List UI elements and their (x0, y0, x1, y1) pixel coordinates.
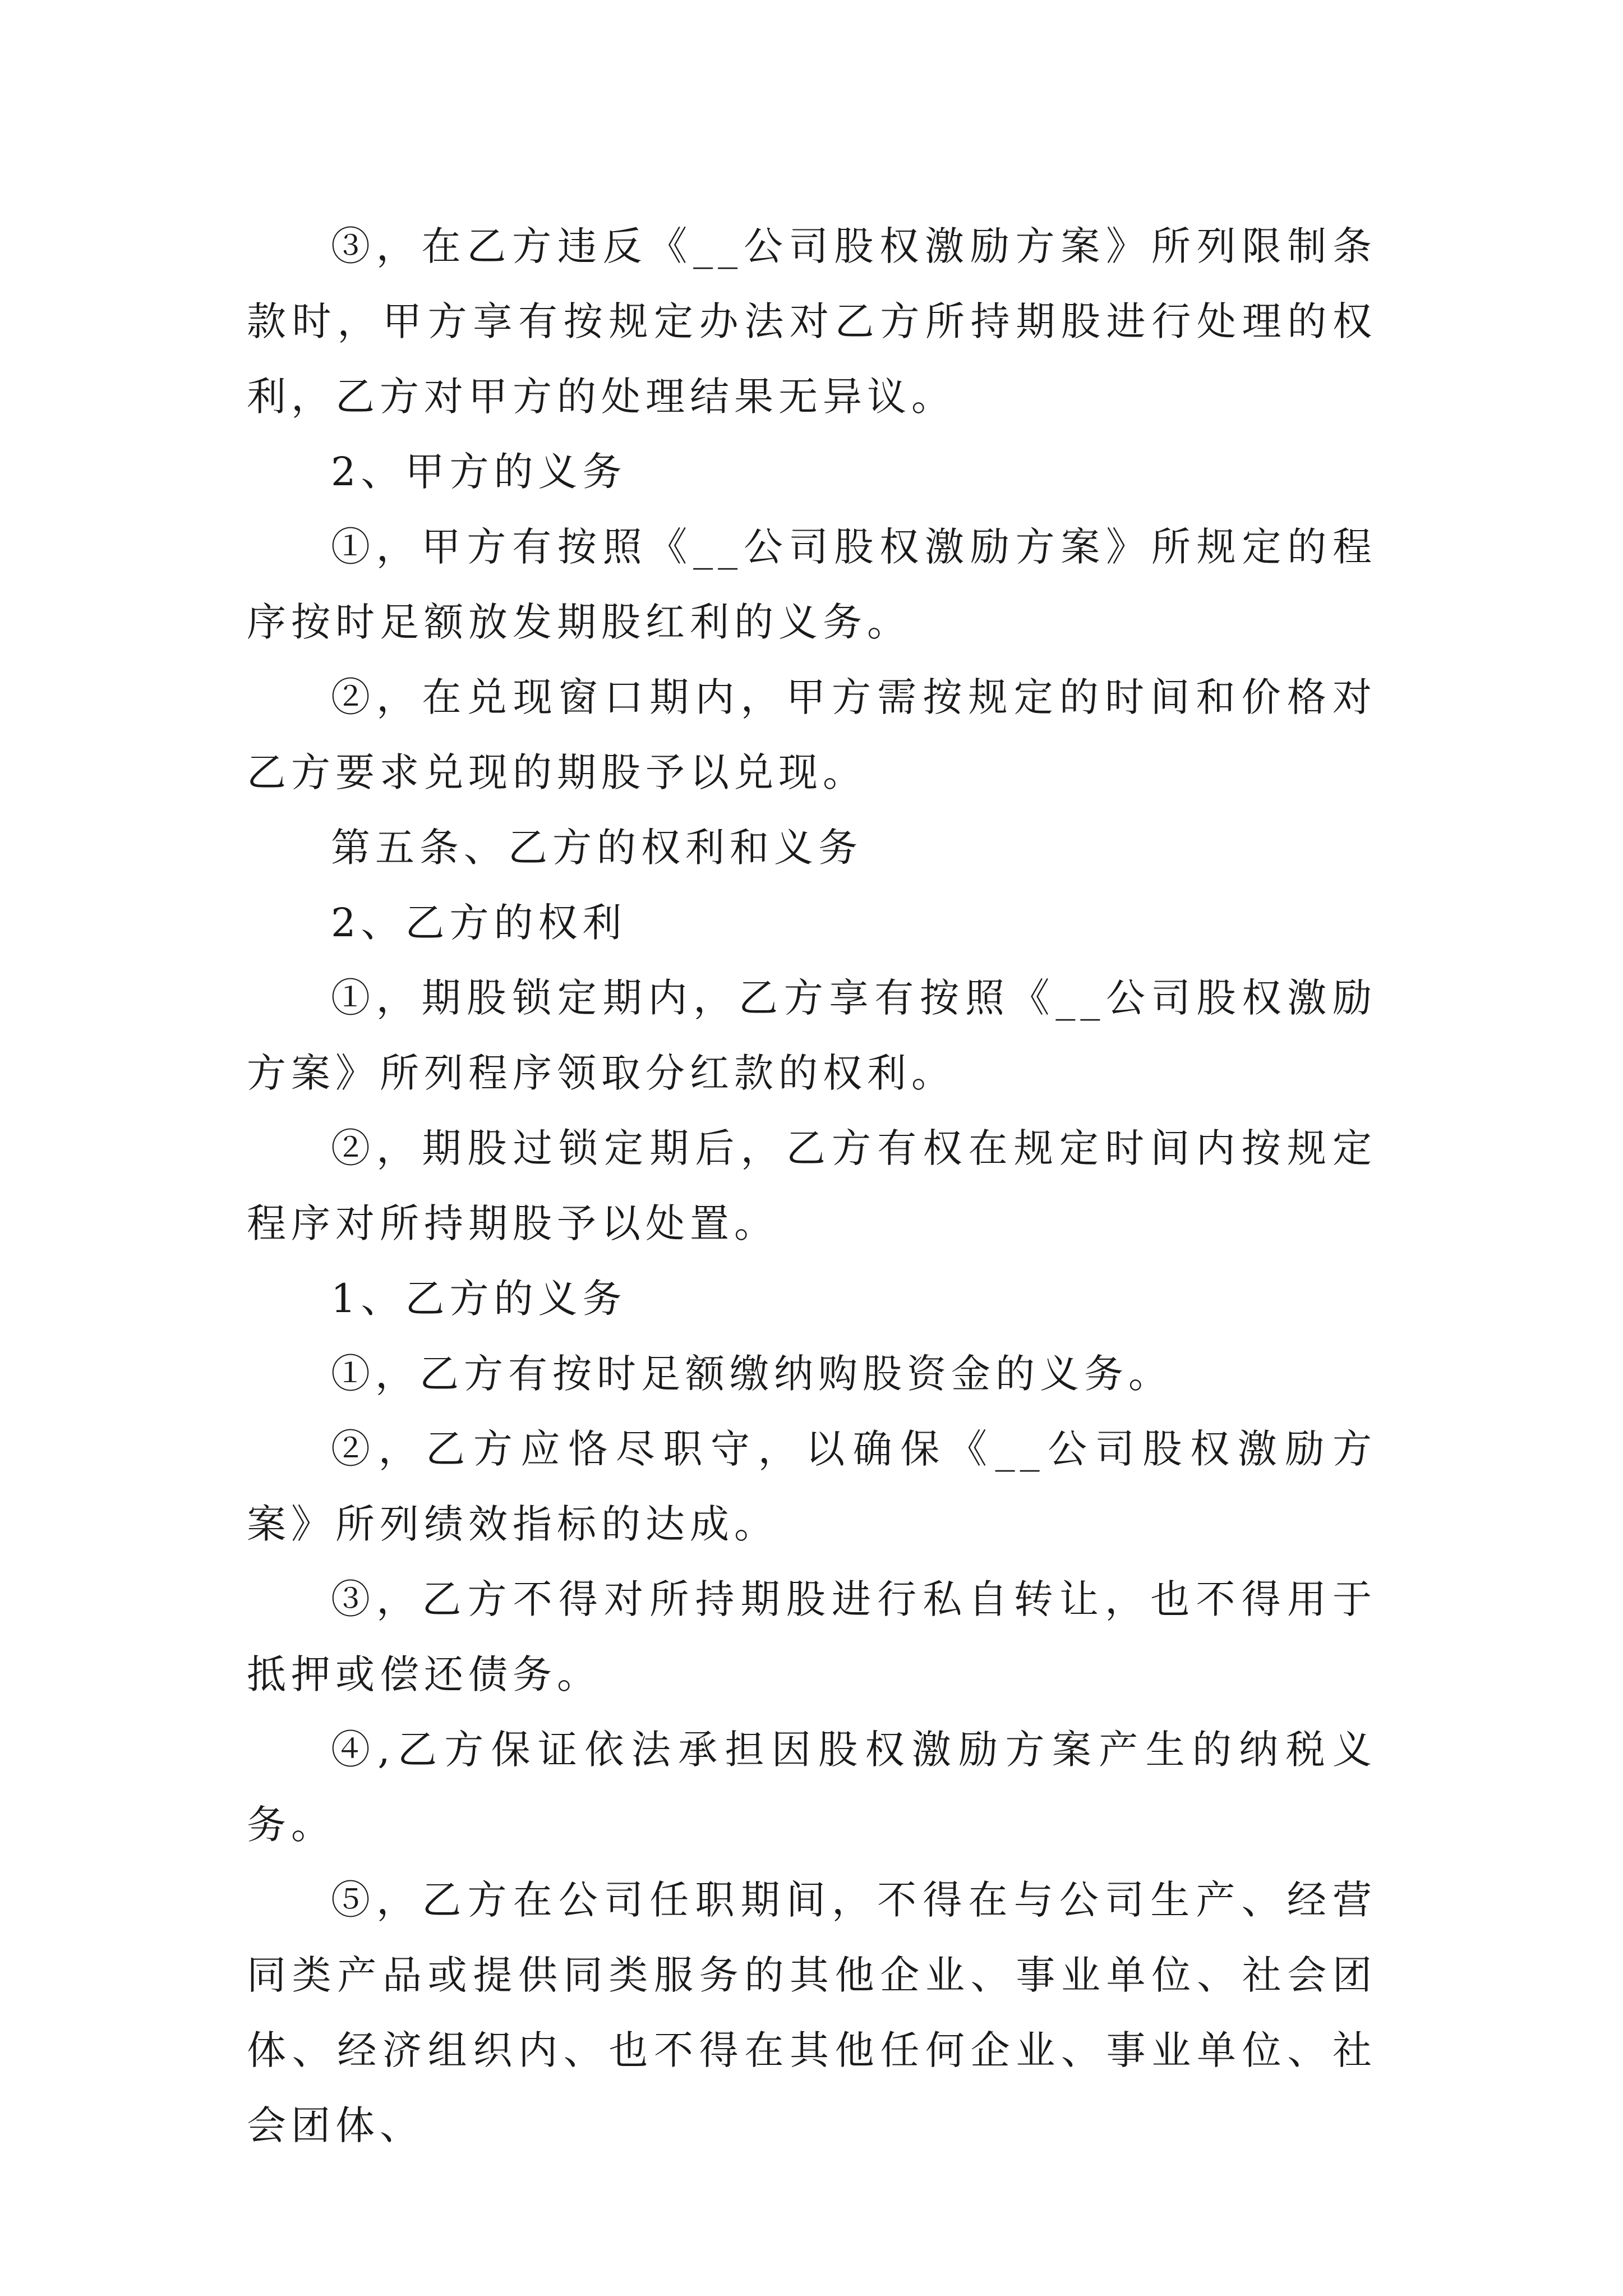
paragraph-party-b-right-1: ①，期股锁定期内，乙方享有按照《__公司股权激励方案》所列程序领取分红款的权利。 (247, 975, 1377, 1096)
paragraph-article-5-heading: 第五条、乙方的权利和义务 (331, 825, 863, 871)
paragraph-party-b-obligation-2: ②，乙方应恪尽职守，以确保《__公司股权激励方案》所列绩效指标的达成。 (247, 1426, 1377, 1547)
paragraph-party-b-obligation-5: ⑤，乙方在公司任职期间，不得在与公司生产、经营同类产品或提供同类服务的其他企业、事业单位、社会团体、经济组织内、也不得在其他任何企业、事业单位、社会团体、 (247, 1877, 1377, 2148)
paragraph-party-a-obligation-1: ①，甲方有按照《__公司股权激励方案》所规定的程序按时足额放发期股红利的义务。 (247, 524, 1377, 645)
paragraph-party-b-obligation-1: ①，乙方有按时足额缴纳购股资金的义务。 (331, 1351, 1173, 1397)
paragraph-party-b-obligation-4: ④,乙方保证依法承担因股权激励方案产生的纳税义务。 (247, 1727, 1377, 1848)
paragraph-party-b-right-2: ②，期股过锁定期后，乙方有权在规定时间内按规定程序对所持期股予以处置。 (247, 1125, 1377, 1246)
paragraph-party-b-obligations-heading: 1、乙方的义务 (331, 1276, 627, 1322)
paragraph-party-a-obligation-2: ②，在兑现窗口期内，甲方需按规定的时间和价格对乙方要求兑现的期股予以兑现。 (247, 674, 1377, 795)
paragraph-party-b-rights-heading: 2、乙方的权利 (331, 900, 627, 946)
paragraph-party-a-obligations-heading: 2、甲方的义务 (331, 449, 627, 495)
paragraph-clause-3-restriction: ③，在乙方违反《__公司股权激励方案》所列限制条款时，甲方享有按规定办法对乙方所持期股进行处理的权利，乙方对甲方的处理结果无异议。 (247, 223, 1377, 420)
document-body (247, 209, 1377, 2163)
paragraph-party-b-obligation-3: ③，乙方不得对所持期股进行私自转让，也不得用于抵押或偿还债务。 (247, 1576, 1377, 1697)
